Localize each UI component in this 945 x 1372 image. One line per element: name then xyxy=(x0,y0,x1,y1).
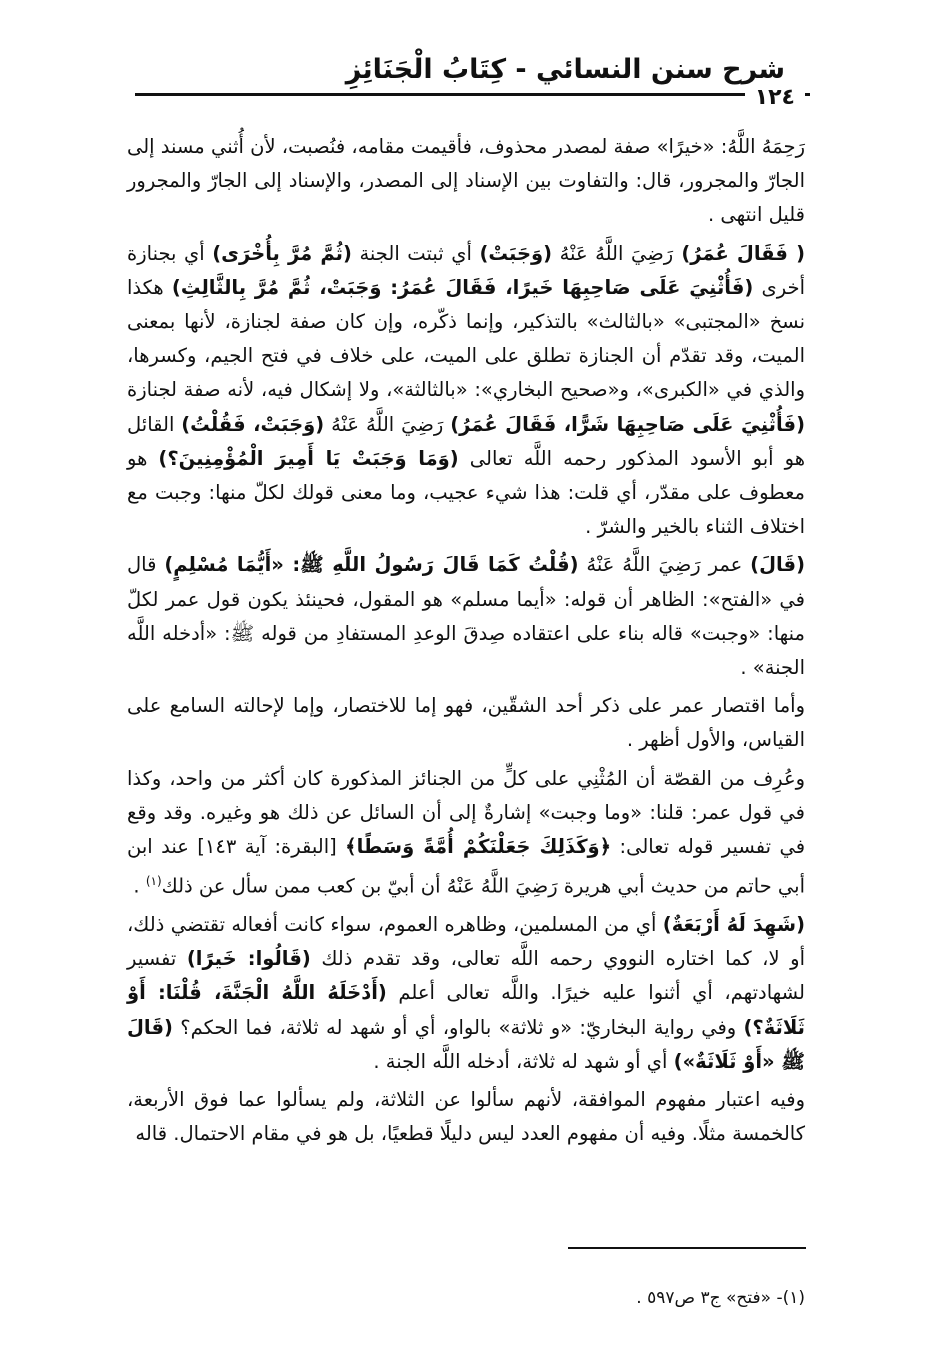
paragraph xyxy=(127,908,805,1079)
commentary-text: هو معطوف على مقدّر، أي قلت: هذا شيء عجيب، وما معنى قولك لكلّ منها: وجبت مع اختلاف الثناء بالخير والشرّ . xyxy=(127,446,805,539)
commentary-text: رَضِيَ اللَّهُ عَنْهُ xyxy=(552,241,674,265)
commentary-text: وعُرِف من القصّة أن المُثْنِي على كلٍّ من الجنائز المذكورة كان أكثر من واحد، وكذا في قول عمر: قلنا: «وما وجبت» إشارةٌ إلى أن السائل عن ذلك هو وغيره. وقد وقع في تفسير قوله تعالى: xyxy=(127,766,806,859)
commentary-text: وفي رواية البخاريّ: «و ثلاثة» بالواو، أي أو شهد له ثلاثة، فما الحكم؟ xyxy=(172,1015,744,1039)
paragraph xyxy=(127,1083,805,1151)
paragraph xyxy=(127,130,805,233)
quoted-text: (فَأُثْنِيَ عَلَى صَاحِبِهَا شَرًّا، فَقَالَ عُمَرُ) xyxy=(450,412,805,436)
page-number: ١٢٤ xyxy=(745,86,805,110)
commentary-text: . xyxy=(133,874,146,898)
header-rule xyxy=(135,93,810,96)
commentary-text: [البقرة: آية ١٤٣] عند ابن أبي حاتم من حديث أبي هريرة رَضِيَ اللَّهُ عَنْهُ أن أبيّ بن كعب ممن سأل عن ذلك xyxy=(127,835,805,898)
paragraph xyxy=(127,762,805,904)
quoted-text: (قَالَ) xyxy=(750,553,805,577)
commentary-text: قال في «الفتح»: الظاهر أن قوله: «أيما مسلم» هو المقول، فحينئذ يكون قول عمر لكلّ منها: «وجبت» قاله بناء على اعتقاده صِدقَ الوعدِ المستفادِ من قوله ﷺ: «أدخله اللَّه الجنة» . xyxy=(127,553,805,680)
quoted-text: (أَدْخَلَهُ اللَّهُ الْجَنَّةَ، قُلْنَا: أَوْ ثَلَاثَةٌ؟) xyxy=(127,981,805,1039)
commentary-text: هكذا نسخ «المجتبى» «بالثالث» بالتذكير، وإنما ذكّره، وإن كان صفة لجنازة، لأنها بمعنى الميت، وقد تقدّم أن الجنازة تطلق على الميت، على خلاف في فتح الجيم، وكسرها، والذي في «الكبرى»، و«صحيح البخاري»: «بالثالثة»، ولا إشكال فيه، لأنه صفة لجنازة xyxy=(127,275,805,402)
quoted-text: ﴿وَكَذَلِكَ جَعَلْنَكُمْ أُمَّةً وَسَطًا﴾ xyxy=(345,835,612,859)
quoted-text: (قَالُوا: خَيرًا) xyxy=(186,947,311,971)
commentary-text: أي ثبتت الجنة xyxy=(351,241,480,265)
body-text xyxy=(127,130,805,1155)
commentary-text: أي من المسلمين، وظاهره العموم، سواء كانت أفعاله تقتضي ذلك، أو لا، كما اختاره النووي رحمه اللَّه تعالى، وقد تقدم ذلك xyxy=(127,912,805,971)
commentary-text: رَحِمَهُ اللَّهُ: «خيرًا» صفة لمصدر محذوف، فأقيمت مقامه، فنُصبت، لأن أُثني مسند إلى الجارّ والمجرور، قال: والتفاوت بين الإسناد إلى المصدر، والإسناد إلى الجارّ والمجرور قليل انتهى . xyxy=(126,135,805,227)
commentary-text: وفيه اعتبار مفهوم الموافقة، لأنهم سألوا عن الثلاثة، ولم يسألوا عما فوق الأربعة، كالخمسة مثلًا. وفيه أن مفهوم العدد ليس دليلًا قطعيًا، بل هو في مقام الاحتمال. قاله xyxy=(127,1087,805,1146)
footnote-marker: (١) xyxy=(145,874,162,889)
quoted-text: (وَجَبَتْ) xyxy=(479,241,553,265)
footnote: (١)- «فتح» ج٣ ص٥٩٧ . xyxy=(636,1288,805,1308)
commentary-text: أي أو شهد له ثلاثة، أدخله اللَّه الجنة . xyxy=(373,1049,674,1073)
quoted-text: (قَالَ ﷺ «أَوْ ثَلَاثَةٌ») xyxy=(127,1015,805,1073)
running-header-title: شرح سنن النسائي - كِتَابُ الْجَنَائِزِ xyxy=(345,54,785,85)
quoted-text: (قُلْتُ كَمَا قَالَ رَسُولُ اللَّهِ ﷺ: «أَيُّمَا مُسْلِمٍ) xyxy=(164,553,579,577)
quoted-text: (فَأُثْنِيَ عَلَى صَاحِبِهَا خَيرًا، فَقَالَ عُمَرُ: وَجَبَتْ، ثُمَّ مُرَّ بِالثَّالِثِ) xyxy=(171,275,754,299)
commentary-text: عمر رَضِيَ اللَّهُ عَنْهُ xyxy=(578,553,751,577)
commentary-text: القائل هو أبو الأسود المذكور رحمه اللَّه تعالى xyxy=(127,412,805,470)
commentary-text: أي بجنازة أخرى xyxy=(127,241,805,299)
paragraph xyxy=(127,237,805,545)
quoted-text: (وَجَبَتْ، فَقُلْتُ) xyxy=(181,412,325,436)
quoted-text: (وَمَا وَجَبَتْ يَا أَمِيرَ الْمُؤْمِنِينَ؟) xyxy=(158,446,459,470)
commentary-text: تفسير لشهادتهم، أي أثنوا عليه خيرًا. واللَّه تعالى أعلم xyxy=(127,947,806,1005)
commentary-text: رَضِيَ اللَّهُ عَنْهُ xyxy=(324,412,451,436)
quoted-text: (ثُمَّ مُرَّ بِأُخْرَى) xyxy=(212,241,352,265)
commentary-text: وأما اقتصار عمر على ذكر أحد الشقّين، فهو إما للاختصار، وإما لإحالته السامع على القياس، والأول أظهر . xyxy=(127,694,805,752)
footnote-separator xyxy=(568,1247,806,1249)
paragraph xyxy=(127,548,805,685)
paragraph xyxy=(127,689,805,757)
quoted-text: (شَهِدَ لَهُ أَرْبَعَةٌ) xyxy=(662,912,805,936)
quoted-text: ( فَقَالَ عُمَرُ) xyxy=(673,241,806,265)
